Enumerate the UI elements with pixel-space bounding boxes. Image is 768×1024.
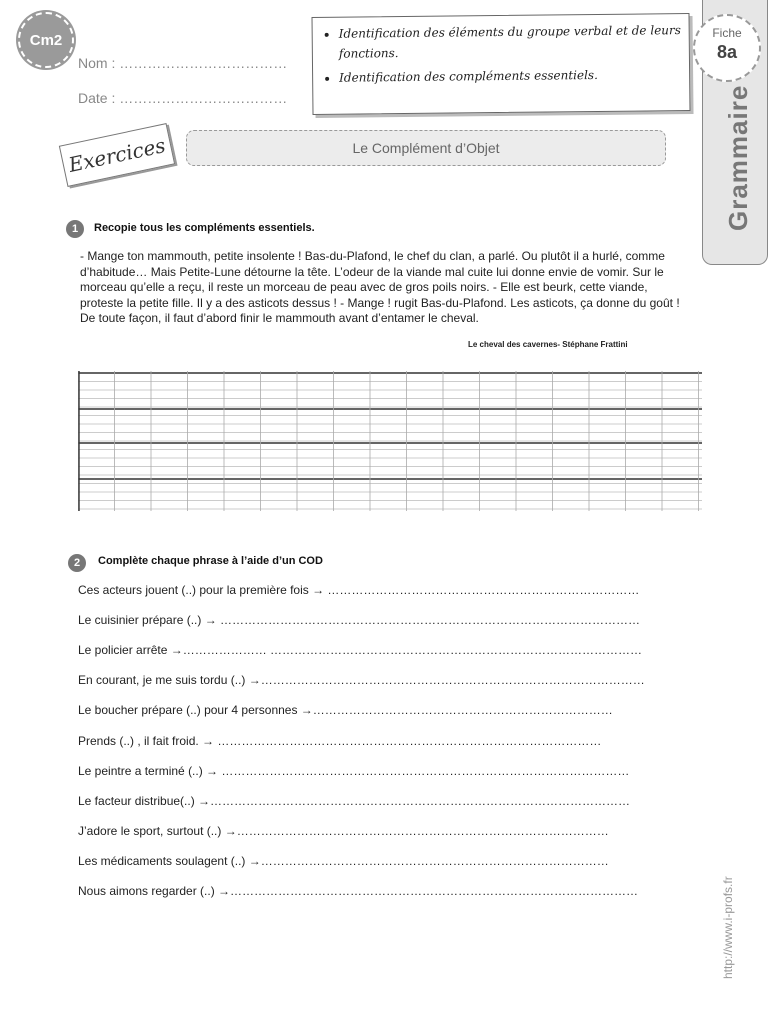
date-field: Date : ……………………………… [78, 90, 288, 106]
sentence-line[interactable]: Nous aimons regarder (..) →………………………………………………………………………………………… [78, 884, 639, 898]
page-title: Le Complément d’Objet [186, 130, 666, 166]
objective-item: • Identification des éléments du groupe verbal et de leurs fonctions. [339, 20, 689, 64]
exercise-instruction: Recopie tous les compléments essentiels. [94, 222, 315, 234]
exercise-number: 1 [66, 220, 84, 238]
exercise-number: 2 [68, 554, 86, 572]
writing-grid[interactable] [78, 371, 702, 511]
sentence-line[interactable]: Les médicaments soulagent (..) →…………………………………………………………………………… [78, 854, 609, 868]
exercise-text: - Mange ton mammouth, petite insolente ! Bas-du-Plafond, le chef du clan, a parlé. Ou plutôt il a hurlé, comme d’habitude… Mais Petite-Lune détourne la tête. L’odeur de la viande mal cuite lui donne envie de vomir. Sur le morceau qu’elle a reçu, il reste un morceau de peau avec de gros poils noirs. - Elle est beurk, cette viande, proteste la petite fille. Il y a des asticots dessus ! - Mange ! rugit Bas-du-Plafond. Les asticots, ça donne du goût ! De toute façon, il faut d’abord finir le mammouth avant d’entamer le cheval. [80, 249, 680, 325]
sentence-line[interactable]: En courant, je me suis tordu (..) →…………………………………………………………………………………… [78, 673, 645, 687]
website-url [718, 860, 738, 980]
website-url-text: http://www.i-profs.fr [721, 876, 735, 979]
sentence-line[interactable]: Le cuisinier prépare (..) → …………………………………………………………………………………………… [78, 613, 641, 627]
level-badge: Cm2 [18, 12, 74, 68]
subject-label: Grammaire [723, 84, 753, 231]
fiche-badge [693, 14, 761, 82]
fiche-label: Fiche [712, 26, 742, 40]
sentence-line[interactable]: Prends (..) , il fait froid. → …………………………………………………………………………………… [78, 734, 602, 748]
name-field: Nom : ……………………………… [78, 55, 288, 71]
exercise-instruction: Complète chaque phrase à l’aide d’un COD [98, 555, 323, 567]
objectives-box [311, 13, 690, 115]
sentence-line[interactable]: Le policier arrête →………………… ………………………………………………………………………………… [78, 643, 643, 657]
sentence-line[interactable]: Le peintre a terminé (..) → ………………………………………………………………………………………… [78, 764, 630, 778]
sentence-line[interactable]: J’adore le sport, surtout (..) →………………………………………………………………………………… [78, 824, 609, 838]
sentence-line[interactable]: Le facteur distribue(..) →…………………………………………………………………………………………… [78, 794, 631, 808]
sentence-line[interactable]: Le boucher prépare (..) pour 4 personnes →………………………………………………………………… [78, 703, 613, 717]
fiche-number: 8a [716, 42, 738, 62]
objective-item: • Identification des compléments essentiels. [339, 64, 689, 88]
exercices-tag: Exercices [59, 123, 175, 187]
sentence-line[interactable]: Ces acteurs jouent (..) pour la première fois → …………………………………………………………………… [78, 583, 640, 597]
text-source: Le cheval des cavernes- Stéphane Frattini [468, 340, 628, 349]
